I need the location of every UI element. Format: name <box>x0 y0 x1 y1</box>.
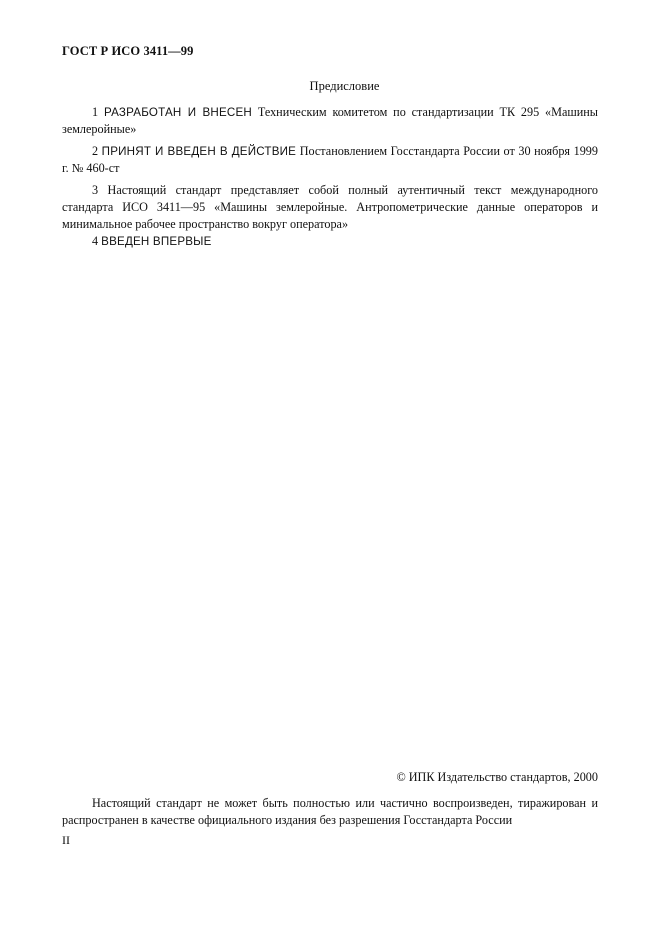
item-text: Техническим комитетом по стандартизации ТК 295 «Машины землеройные» <box>62 105 599 136</box>
item-caps-text: ВВЕДЕН ВПЕРВЫЕ <box>101 235 212 248</box>
item-number: 4 <box>92 234 99 248</box>
item-number: 1 <box>92 105 99 119</box>
page-number: II <box>62 833 70 847</box>
page-title: Предисловие <box>309 79 380 93</box>
foreword-item-2 <box>62 143 598 177</box>
item-number: 2 <box>92 144 99 158</box>
standard-code-header: ГОСТ Р ИСО 3411—99 <box>62 44 194 58</box>
item-number: 3 <box>92 183 99 197</box>
item-caps-text: ПРИНЯТ И ВВЕДЕН В ДЕЙСТВИЕ <box>101 145 297 158</box>
copyright-line: © ИПК Издательство стандартов, 2000 <box>396 770 598 784</box>
item-caps-text: РАЗРАБОТАН И ВНЕСЕН <box>103 106 252 119</box>
foreword-item-3 <box>62 182 598 233</box>
item-text: Постановлением Госстандарта России от 30 ноября 1999 г. № 460-ст <box>62 144 598 175</box>
foreword-item-1 <box>62 104 598 138</box>
foreword-item-4 <box>62 233 598 250</box>
reproduction-notice: Настоящий стандарт не может быть полностью или частично воспроизведен, тиражирован и распространен в качестве официального издания без разрешения Госстандарта России <box>62 796 598 827</box>
item-text: Настоящий стандарт представляет собой полный аутентичный текст международного стандарта ИСО 3411—95 «Машины землеройные. Антропометрические данные операторов и минимальное рабочее пространство вокруг оператора» <box>62 183 599 231</box>
